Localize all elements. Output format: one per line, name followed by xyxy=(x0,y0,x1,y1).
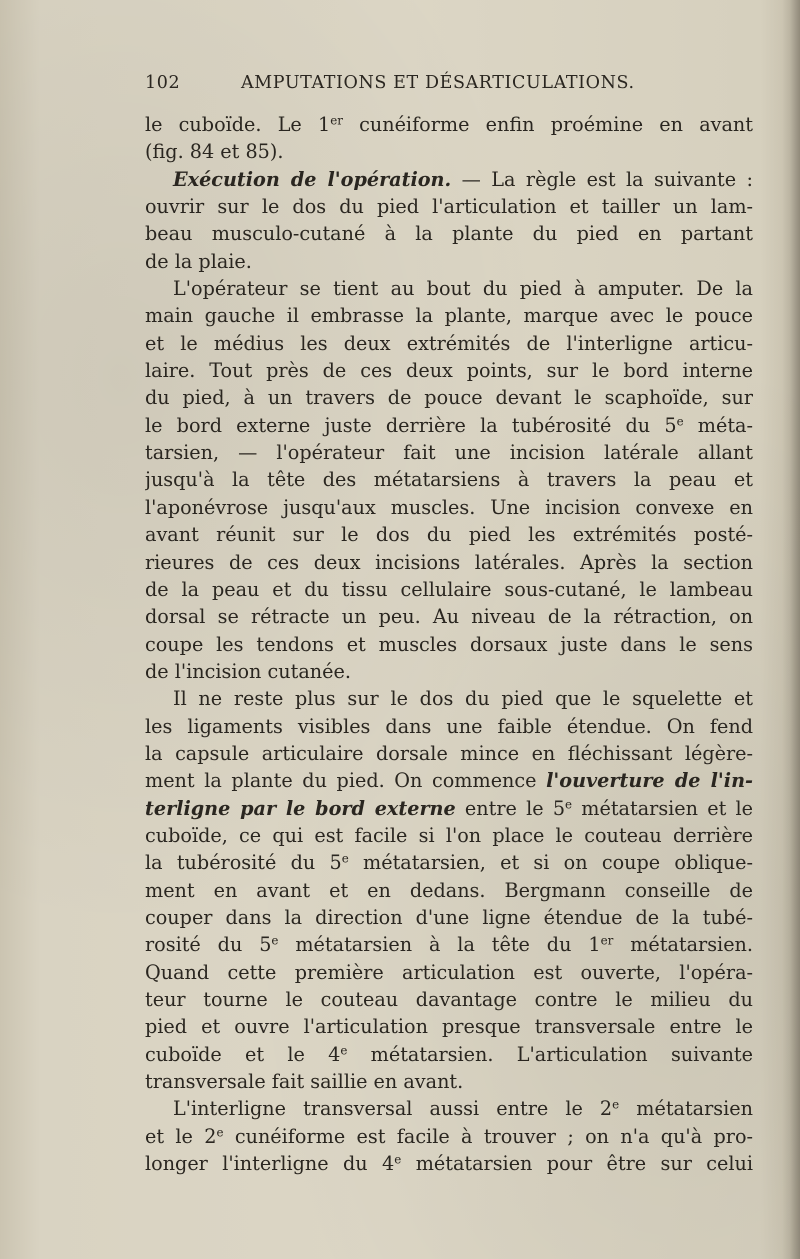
text-line: de la plaie. xyxy=(145,249,252,273)
text-line: et le 2e cunéiforme est facile à trouver ; on n'a qu'à pro- xyxy=(145,1124,753,1148)
text-line: L'opérateur se tient au bout du pied à amputer. De la xyxy=(173,277,753,301)
text-line: transversale fait saillie en avant. xyxy=(145,1070,464,1094)
text-line: rosité du 5e métatarsien à la tête du 1er métatarsien. xyxy=(145,933,753,957)
text-line: L'interligne transversal aussi entre le 2e métatarsien xyxy=(173,1097,753,1121)
page-edge-shadow xyxy=(782,0,800,1259)
page-number: 102 xyxy=(145,73,181,93)
text-line: Quand cette première articulation est ouverte, l'opéra- xyxy=(145,960,753,984)
section-heading-line: Exécution de l'opération. — La règle est la suivante : xyxy=(173,167,753,191)
text-line: ment en avant et en dedans. Bergmann conseille de xyxy=(145,878,753,902)
running-title: AMPUTATIONS ET DÉSARTICULATIONS. xyxy=(241,73,635,93)
text-line: de l'incision cutanée. xyxy=(145,659,351,683)
text-line: l'aponévrose jusqu'aux muscles. Une incision convexe en xyxy=(145,495,753,519)
text-line: beau musculo-cutané à la plante du pied en partant xyxy=(145,222,753,246)
text-line: et le médius les deux extrémités de l'interligne articu- xyxy=(145,331,753,355)
text-line: couper dans la direction d'une ligne étendue de la tubé- xyxy=(145,905,753,929)
text-line: la tubérosité du 5e métatarsien, et si on coupe oblique- xyxy=(145,851,753,875)
text-line: cuboïde et le 4e métatarsien. L'articulation suivante xyxy=(145,1042,753,1066)
text-line: le bord externe juste derrière la tubérosité du 5e méta- xyxy=(145,413,753,437)
text-line: terligne par le bord externe entre le 5e métatarsien et le xyxy=(145,796,753,820)
text-line: du pied, à un travers de pouce devant le scaphoïde, sur xyxy=(145,386,753,410)
text-line: rieures de ces deux incisions latérales. Après la section xyxy=(145,550,753,574)
text-line: ment la plante du pied. On commence l'ouverture de l'in- xyxy=(145,769,753,793)
text-line: main gauche il embrasse la plante, marque avec le pouce xyxy=(145,304,753,328)
text-line: longer l'interligne du 4e métatarsien pour être sur celui xyxy=(145,1152,753,1176)
text-line: la capsule articulaire dorsale mince en fléchissant légère- xyxy=(145,741,753,765)
text-line: tarsien, — l'opérateur fait une incision latérale allant xyxy=(145,441,753,465)
body-text xyxy=(145,111,753,1177)
text-line: de la peau et du tissu cellulaire sous-cutané, le lambeau xyxy=(145,577,753,601)
text-line: (fig. 84 et 85). xyxy=(145,140,284,164)
text-line: pied et ouvre l'articulation presque transversale entre le xyxy=(145,1015,753,1039)
text-line: avant réunit sur le dos du pied les extrémités posté- xyxy=(145,523,753,547)
text-line: jusqu'à la tête des métatarsiens à travers la peau et xyxy=(145,468,753,492)
text-line: le cuboïde. Le 1er cunéiforme enfin proémine en avant xyxy=(145,113,753,136)
page-header xyxy=(145,73,753,105)
text-line: ouvrir sur le dos du pied l'articulation et tailler un lam- xyxy=(145,195,753,219)
text-line: Il ne reste plus sur le dos du pied que le squelette et xyxy=(173,687,753,711)
text-line: teur tourne le couteau davantage contre le milieu du xyxy=(145,988,753,1011)
text-line: les ligaments visibles dans une faible étendue. On fend xyxy=(145,714,753,738)
text-line: cuboïde, ce qui est facile si l'on place le couteau derrière xyxy=(145,823,753,847)
text-line: coupe les tendons et muscles dorsaux juste dans le sens xyxy=(145,632,753,656)
section-heading: Exécution de l'opération. xyxy=(173,167,452,191)
text-line: laire. Tout près de ces deux points, sur le bord interne xyxy=(145,359,753,383)
text-line: dorsal se rétracte un peu. Au niveau de la rétraction, on xyxy=(145,605,753,629)
